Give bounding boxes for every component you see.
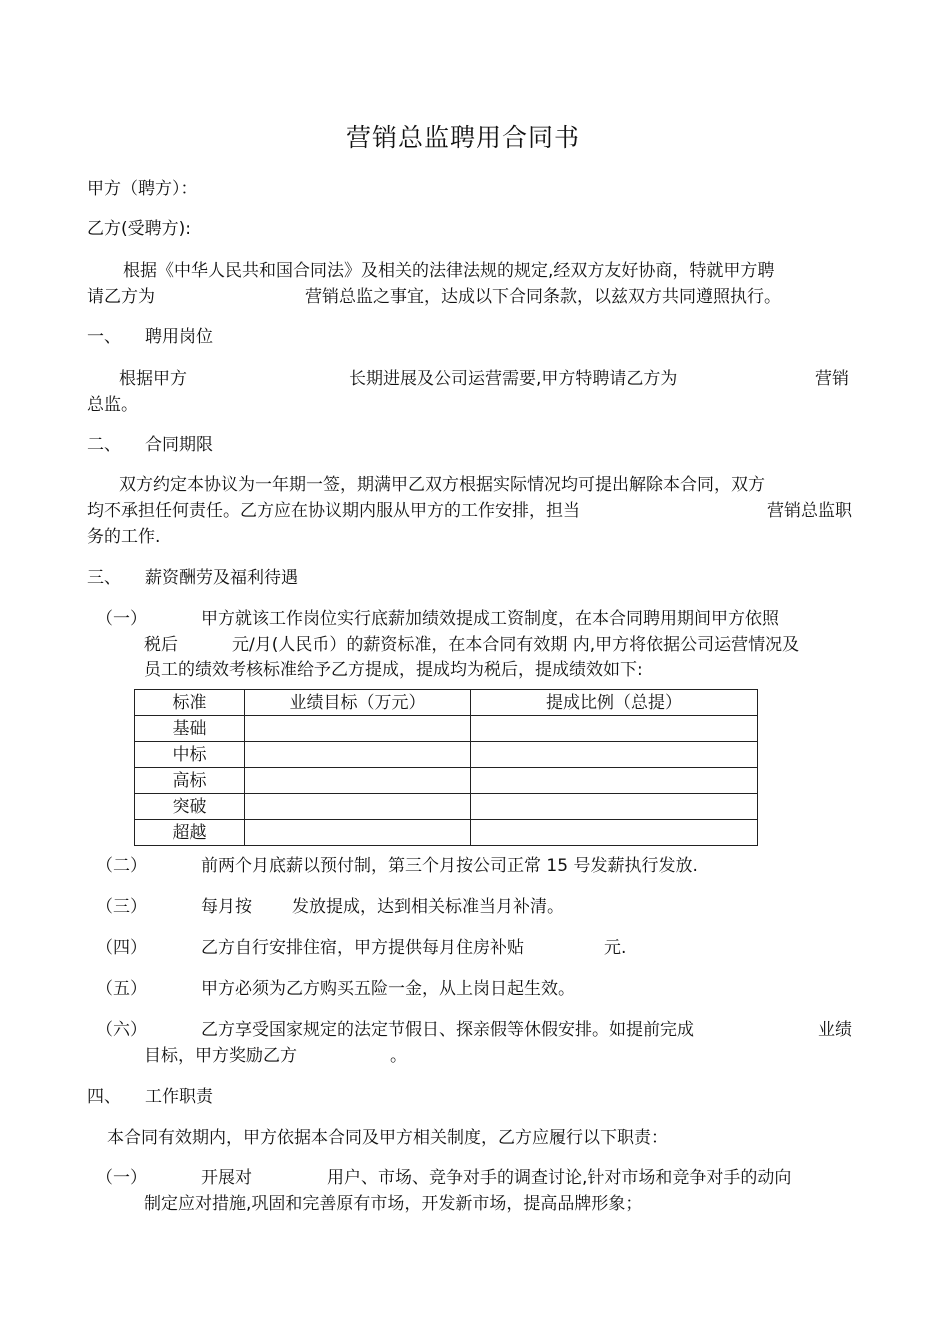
table-cell [245,820,471,846]
item-3-1-line-2b: 元/月(人民币）的薪资标准，在本合同有效期 内,甲方将依据公司运营情况及 [232,635,800,655]
item-3-2-text: 前两个月底薪以预付制，第三个月按公司正常 15 号发薪执行发放. [201,856,698,876]
section-1-text-c: 营销 [815,369,849,389]
table-cell [471,742,758,768]
item-3-4-text-a: 乙方自行安排住宿，甲方提供每月住房补贴 [201,938,524,958]
section-2-line-2a: 均不承担任何责任。乙方应在协议期内服从甲方的工作安排，担当 [87,501,580,521]
table-cell: 中标 [135,742,245,768]
section-4-intro: 本合同有效期内，甲方依据本合同及甲方相关制度，乙方应履行以下职责： [107,1128,668,1148]
item-3-6-line-1b: 业绩 [818,1020,852,1040]
item-3-1-line-2a: 税后 [144,635,178,655]
item-3-3-text-a: 每月按 [201,897,252,917]
performance-table [134,689,758,846]
table-row [135,794,758,820]
section-2-line-3: 务的工作. [87,527,161,547]
table-row [135,742,758,768]
section-1-text-a: 根据甲方 [119,369,187,389]
item-3-5-number: （五） [96,979,147,999]
intro-line-2a: 请乙方为 [87,287,155,307]
section-1-text-d: 总监。 [87,395,138,415]
table-header-cell: 业绩目标（万元） [245,690,471,716]
item-4-1-number: （一） [96,1168,147,1188]
section-4-title: 工作职责 [145,1087,213,1107]
item-3-6-line-2a: 目标，甲方奖励乙方 [144,1046,297,1066]
table-cell [471,820,758,846]
section-3-title: 薪资酬劳及福利待遇 [145,568,298,588]
party-a-label: 甲方（聘方）： [87,179,198,199]
section-1-title: 聘用岗位 [145,327,213,347]
table-cell [245,716,471,742]
section-1-text-b: 长期进展及公司运营需要,甲方特聘请乙方为 [349,369,678,389]
table-cell: 超越 [135,820,245,846]
table-cell [245,794,471,820]
item-4-1-line-2: 制定应对措施,巩固和完善原有市场，开发新市场，提高品牌形象； [144,1194,643,1214]
item-3-4-number: （四） [96,938,147,958]
item-3-6-number: （六） [96,1020,147,1040]
table-row [135,768,758,794]
table-cell [471,716,758,742]
intro-line-1: 根据《中华人民共和国合同法》及相关的法律法规的规定,经双方友好协商，特就甲方聘 [123,261,775,281]
item-3-1-line-3: 员工的绩效考核标准给予乙方提成，提成均为税后，提成绩效如下: [144,660,643,680]
table-header-cell: 标准 [135,690,245,716]
table-header-row [135,690,758,716]
table-cell [245,768,471,794]
item-3-6-line-1a: 乙方享受国家规定的法定节假日、探亲假等休假安排。如提前完成 [201,1020,694,1040]
table-header-cell: 提成比例（总提） [471,690,758,716]
section-2-title: 合同期限 [145,435,213,455]
section-2-line-2b: 营销总监职 [767,501,852,521]
section-2-line-1: 双方约定本协议为一年期一签，期满甲乙双方根据实际情况均可提出解除本合同，双方 [119,475,765,495]
item-3-3-number: （三） [96,897,147,917]
item-3-5-text: 甲方必须为乙方购买五险一金，从上岗日起生效。 [201,979,575,999]
item-3-2-number: （二） [96,856,147,876]
intro-line-2b: 营销总监之事宜，达成以下合同条款，以兹双方共同遵照执行。 [305,287,781,307]
item-3-6-line-2b: 。 [390,1046,407,1066]
item-3-3-text-b: 发放提成，达到相关标准当月补清。 [292,897,564,917]
table-cell [471,794,758,820]
table-cell [471,768,758,794]
table-row [135,716,758,742]
table-cell [245,742,471,768]
table-cell: 突破 [135,794,245,820]
table-row [135,820,758,846]
section-1-number: 一、 [87,327,121,347]
section-4-number: 四、 [87,1087,121,1107]
table-cell: 基础 [135,716,245,742]
document-title: 营销总监聘用合同书 [346,123,581,152]
item-3-4-text-b: 元. [604,938,627,958]
party-b-label: 乙方(受聘方): [87,219,191,239]
item-4-1-line-1b: 用户、市场、竞争对手的调查讨论,针对市场和竞争对手的动向 [327,1168,792,1188]
item-3-1-number: （一） [96,609,147,629]
item-3-1-line-1: 甲方就该工作岗位实行底薪加绩效提成工资制度，在本合同聘用期间甲方依照 [201,609,779,629]
table-cell: 高标 [135,768,245,794]
item-4-1-line-1a: 开展对 [201,1168,252,1188]
section-2-number: 二、 [87,435,121,455]
section-3-number: 三、 [87,568,121,588]
